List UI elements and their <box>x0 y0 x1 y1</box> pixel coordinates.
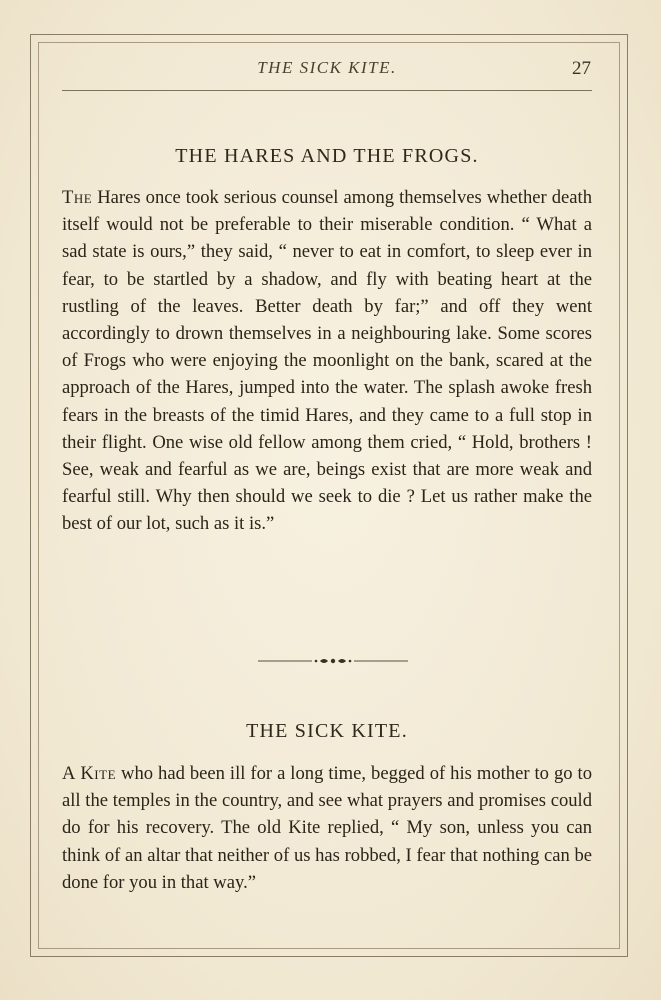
fable-body-sick-kite <box>62 760 592 896</box>
fable-title-sick-kite: THE SICK KITE. <box>246 720 408 742</box>
running-head: THE SICK KITE. <box>257 58 397 77</box>
fable-title-hares-frogs: THE HARES AND THE FROGS. <box>175 145 479 167</box>
fable-body-hares-frogs <box>62 184 592 538</box>
section-divider-ornament <box>258 654 408 668</box>
page-number: 27 <box>572 58 591 79</box>
fable-text-sick-kite: who had been ill for a long time, begged of his mother to go to all the temples in the country, and see what prayers and promises could do for his recovery. The old Kite replied, “ My son, unless you can think of an altar that neither of us has robbed, I fear that nothing can be done for you in that way.” <box>62 763 592 893</box>
fable-lead-sick-kite: A Kite <box>62 763 117 784</box>
header-rule <box>62 90 592 91</box>
fable-text-hares-frogs: Hares once took serious counsel among themselves whether death itself would not be preferable to their miserable condition. “ What a sad state is ours,” they said, “ never to eat in comfort, to sleep ever in fear, to be startled by a shadow, and fly with beating heart at the rustling of the leaves. Better death by far;” and off they went accordingly to drown themselves in a neighbouring lake. Some scores of Frogs who were enjoying the moonlight on the bank, scared at the approach of the Hares, jumped into the water. The splash awoke fresh fears in the breasts of the timid Hares, and they came to a full stop in their flight. One wise old fellow among them cried, “ Hold, brothers ! See, weak and fearful as we are, beings exist that are more weak and fearful still. Why then should we seek to die ? Let us rather make the best of our lot, such as it is.” <box>62 187 592 535</box>
fable-lead-hares-frogs: The <box>62 187 93 208</box>
